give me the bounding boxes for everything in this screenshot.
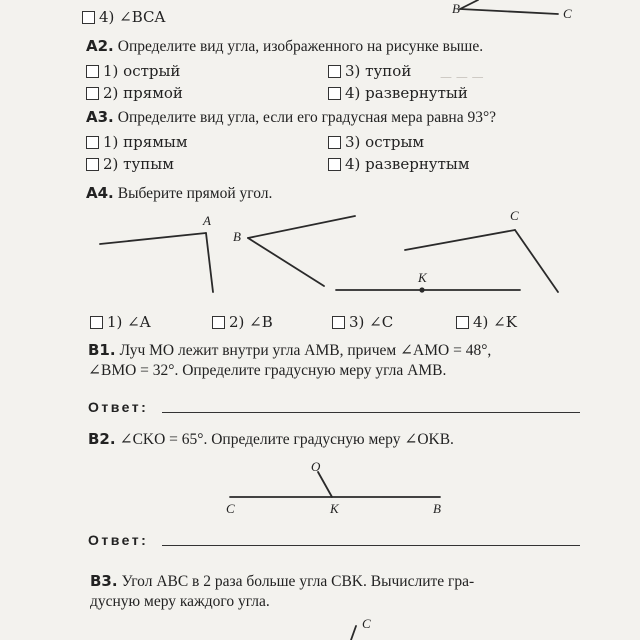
a4-option-4-checkbox[interactable] bbox=[456, 316, 469, 329]
angle-c-ray-1 bbox=[405, 230, 515, 250]
a4-label-b: B bbox=[233, 229, 241, 244]
a3-option-4 bbox=[328, 155, 470, 173]
question-a4-text: Выберите прямой угол. bbox=[117, 185, 273, 202]
b1-answer-line[interactable] bbox=[162, 412, 580, 413]
a3-option-3-checkbox[interactable] bbox=[328, 136, 341, 149]
question-b1-continued bbox=[88, 361, 446, 380]
question-b3-line2: дусную меру каждого угла. bbox=[90, 593, 270, 610]
a2-option-3 bbox=[328, 62, 411, 80]
question-b1-number: В1. bbox=[88, 341, 116, 359]
question-a4-number: А4. bbox=[86, 184, 114, 202]
a3-option-1-label: 1) прямым bbox=[103, 133, 188, 151]
a4-label-a: A bbox=[203, 213, 211, 228]
b2-label-b: B bbox=[433, 501, 441, 516]
a4-option-3 bbox=[332, 313, 393, 331]
a2-option-4-checkbox[interactable] bbox=[328, 87, 341, 100]
question-b2-number: В2. bbox=[88, 430, 116, 448]
question-a3-text: Определите вид угла, если его градусная мера равна 93°? bbox=[117, 109, 497, 126]
b3-ray-bc bbox=[351, 626, 356, 640]
a2-option-1-label: 1) острый bbox=[103, 62, 181, 80]
a3-option-4-checkbox[interactable] bbox=[328, 158, 341, 171]
a2-option-4 bbox=[328, 84, 468, 102]
b2-label-c: C bbox=[226, 501, 235, 516]
a2-option-1-checkbox[interactable] bbox=[86, 65, 99, 78]
b1-answer-label: Ответ: bbox=[88, 399, 149, 415]
angle-a-ray-2 bbox=[206, 233, 213, 292]
show-through-text: — — — bbox=[440, 70, 484, 84]
angle-c-ray-2 bbox=[515, 230, 558, 292]
question-b1-line1: Луч MO лежит внутри угла AMB, причем ∠AMO = 48°, bbox=[119, 342, 492, 359]
b2-answer-line[interactable] bbox=[162, 545, 580, 546]
a4-label-c: C bbox=[510, 208, 519, 223]
a4-option-1-checkbox[interactable] bbox=[90, 316, 103, 329]
a3-option-4-label: 4) развернутым bbox=[345, 155, 470, 173]
a4-option-3-checkbox[interactable] bbox=[332, 316, 345, 329]
a4-option-4-label: 4) ∠K bbox=[473, 313, 517, 331]
b2-angle-figure bbox=[0, 470, 640, 510]
b3-angle-figure bbox=[340, 618, 380, 640]
a2-option-4-label: 4) развернутый bbox=[345, 84, 468, 102]
top-angle-ray-2 bbox=[460, 9, 558, 14]
a3-option-2 bbox=[86, 155, 174, 173]
b2-answer-label: Ответ: bbox=[88, 532, 149, 548]
b3-label-c: C bbox=[362, 616, 371, 631]
question-a2-text: Определите вид угла, изображенного на рисунке выше. bbox=[117, 38, 484, 55]
question-b3-number: В3. bbox=[90, 572, 118, 590]
question-b1 bbox=[88, 341, 491, 360]
a4-option-1 bbox=[90, 313, 151, 331]
a4-option-2 bbox=[212, 313, 273, 331]
a4-option-3-label: 3) ∠C bbox=[349, 313, 394, 331]
a4-option-4 bbox=[456, 313, 517, 331]
a2-option-2-label: 2) прямой bbox=[103, 84, 183, 102]
a2-option-3-label: 3) тупой bbox=[345, 62, 412, 80]
question-a2-number: А2. bbox=[86, 37, 114, 55]
question-a3-number: А3. bbox=[86, 108, 114, 126]
a2-option-1 bbox=[86, 62, 180, 80]
a4-option-2-label: 2) ∠B bbox=[229, 313, 273, 331]
top-option-4-label: 4) ∠BCA bbox=[99, 8, 166, 26]
angle-a-ray-1 bbox=[100, 233, 206, 244]
a3-option-1 bbox=[86, 133, 188, 151]
a2-option-2-checkbox[interactable] bbox=[86, 87, 99, 100]
a3-option-2-label: 2) тупым bbox=[103, 155, 174, 173]
question-b3 bbox=[90, 572, 474, 591]
b2-label-o: O bbox=[311, 459, 321, 474]
a2-option-3-checkbox[interactable] bbox=[328, 65, 341, 78]
question-b2 bbox=[88, 430, 454, 449]
question-b1-line2: ∠BMO = 32°. Определите градусную меру угла AMB. bbox=[88, 362, 447, 379]
a3-option-3-label: 3) острым bbox=[345, 133, 425, 151]
question-a2 bbox=[86, 37, 483, 56]
angle-b-ray-1 bbox=[248, 216, 355, 238]
question-b3-line1: Угол ABC в 2 раза больше угла CBK. Вычислите гра- bbox=[121, 573, 475, 590]
angle-k-vertex-dot bbox=[419, 287, 424, 292]
a4-option-1-label: 1) ∠A bbox=[107, 313, 151, 331]
question-b3-continued bbox=[90, 592, 270, 611]
a4-option-2-checkbox[interactable] bbox=[212, 316, 225, 329]
a3-option-2-checkbox[interactable] bbox=[86, 158, 99, 171]
a3-option-3 bbox=[328, 133, 424, 151]
top-figure-label-c: C bbox=[563, 6, 572, 21]
a3-option-1-checkbox[interactable] bbox=[86, 136, 99, 149]
question-b2-text: ∠CKO = 65°. Определите градусную меру ∠OKB. bbox=[119, 431, 454, 448]
top-option-4-checkbox[interactable] bbox=[82, 11, 95, 24]
top-figure-label-b: B bbox=[452, 1, 460, 16]
a4-angles-figure bbox=[0, 200, 640, 310]
angle-b-ray-2 bbox=[248, 238, 324, 286]
a2-option-2 bbox=[86, 84, 183, 102]
b2-ray-ko bbox=[318, 472, 332, 497]
question-a3 bbox=[86, 108, 496, 127]
a4-label-k: K bbox=[418, 270, 427, 285]
top-option-4 bbox=[82, 8, 165, 26]
b2-label-k: K bbox=[330, 501, 339, 516]
top-angle-ray-1 bbox=[460, 0, 478, 9]
